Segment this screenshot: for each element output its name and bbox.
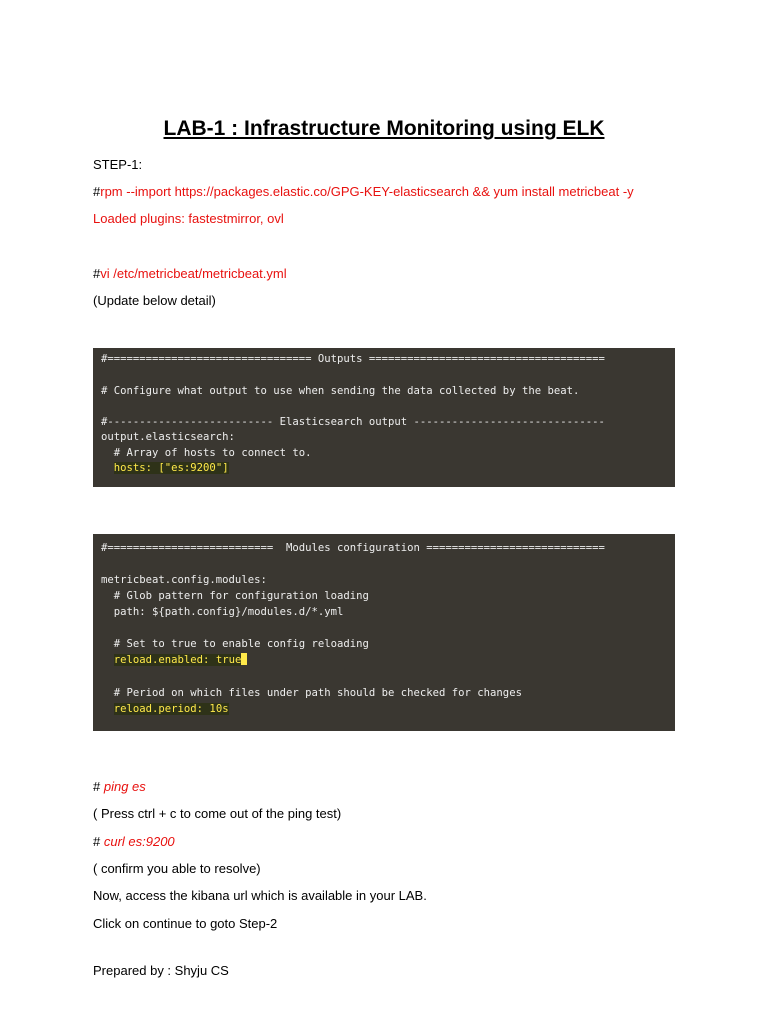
ping-note: ( Press ctrl + c to come out of the ping test): [93, 806, 342, 821]
rpm-command-text: rpm --import https://packages.elastic.co/GPG-KEY-elasticsearch && yum install metricbeat -y: [100, 184, 634, 199]
curl-note: ( confirm you able to resolve): [93, 861, 261, 876]
kibana-note: Now, access the kibana url which is available in your LAB.: [93, 888, 427, 903]
hosts-line: [101, 461, 229, 475]
code-line: #========================== Modules configuration ============================: [101, 542, 605, 554]
hash-prefix: #: [93, 779, 104, 794]
vi-command: [93, 266, 287, 282]
vi-command-text: vi /etc/metricbeat/metricbeat.yml: [100, 266, 287, 281]
hash-prefix: #: [93, 834, 104, 849]
loaded-plugins-output: Loaded plugins: fastestmirror, ovl: [93, 211, 284, 226]
outputs-config-block: [93, 348, 675, 487]
code-line: # Configure what output to use when sending the data collected by the beat.: [101, 385, 580, 397]
code-line: # Period on which files under path should be checked for changes: [101, 687, 522, 699]
cursor-char: ]: [222, 462, 229, 474]
code-line: # Glob pattern for configuration loading: [101, 590, 369, 602]
code-line: # Array of hosts to connect to.: [101, 447, 312, 459]
code-line: #================================ Outputs =====================================: [101, 353, 605, 365]
highlighted-reload-period: reload.period: 10s: [113, 703, 229, 715]
continue-note: Click on continue to goto Step-2: [93, 916, 278, 931]
curl-command: [93, 834, 175, 850]
rpm-command: [93, 184, 634, 200]
reload-enabled-line: [101, 653, 247, 667]
update-note: (Update below detail): [93, 293, 216, 308]
hash-prefix: #: [93, 184, 101, 199]
code-line: metricbeat.config.modules:: [101, 574, 267, 586]
prepared-by: Prepared by : Shyju CS: [93, 963, 229, 978]
hash-prefix: #: [93, 266, 101, 281]
code-line: # Set to true to enable config reloading: [101, 638, 369, 650]
ping-command: [93, 779, 146, 795]
reload-period-line: [101, 702, 229, 716]
ping-command-text: ping es: [103, 779, 146, 794]
highlighted-reload-enabled: reload.enabled: true: [113, 654, 242, 666]
code-line: #-------------------------- Elasticsearch output ------------------------------: [101, 416, 605, 428]
modules-config-block: [93, 534, 675, 731]
text-cursor: [241, 653, 247, 665]
step-heading: STEP-1:: [93, 157, 143, 172]
highlighted-hosts: hosts: ["es:9200": [113, 462, 223, 474]
code-line: output.elasticsearch:: [101, 431, 235, 443]
curl-command-text: curl es:9200: [103, 834, 175, 849]
page-title: LAB-1 : Infrastructure Monitoring using ELK: [163, 117, 605, 140]
code-line: path: ${path.config}/modules.d/*.yml: [101, 606, 344, 618]
